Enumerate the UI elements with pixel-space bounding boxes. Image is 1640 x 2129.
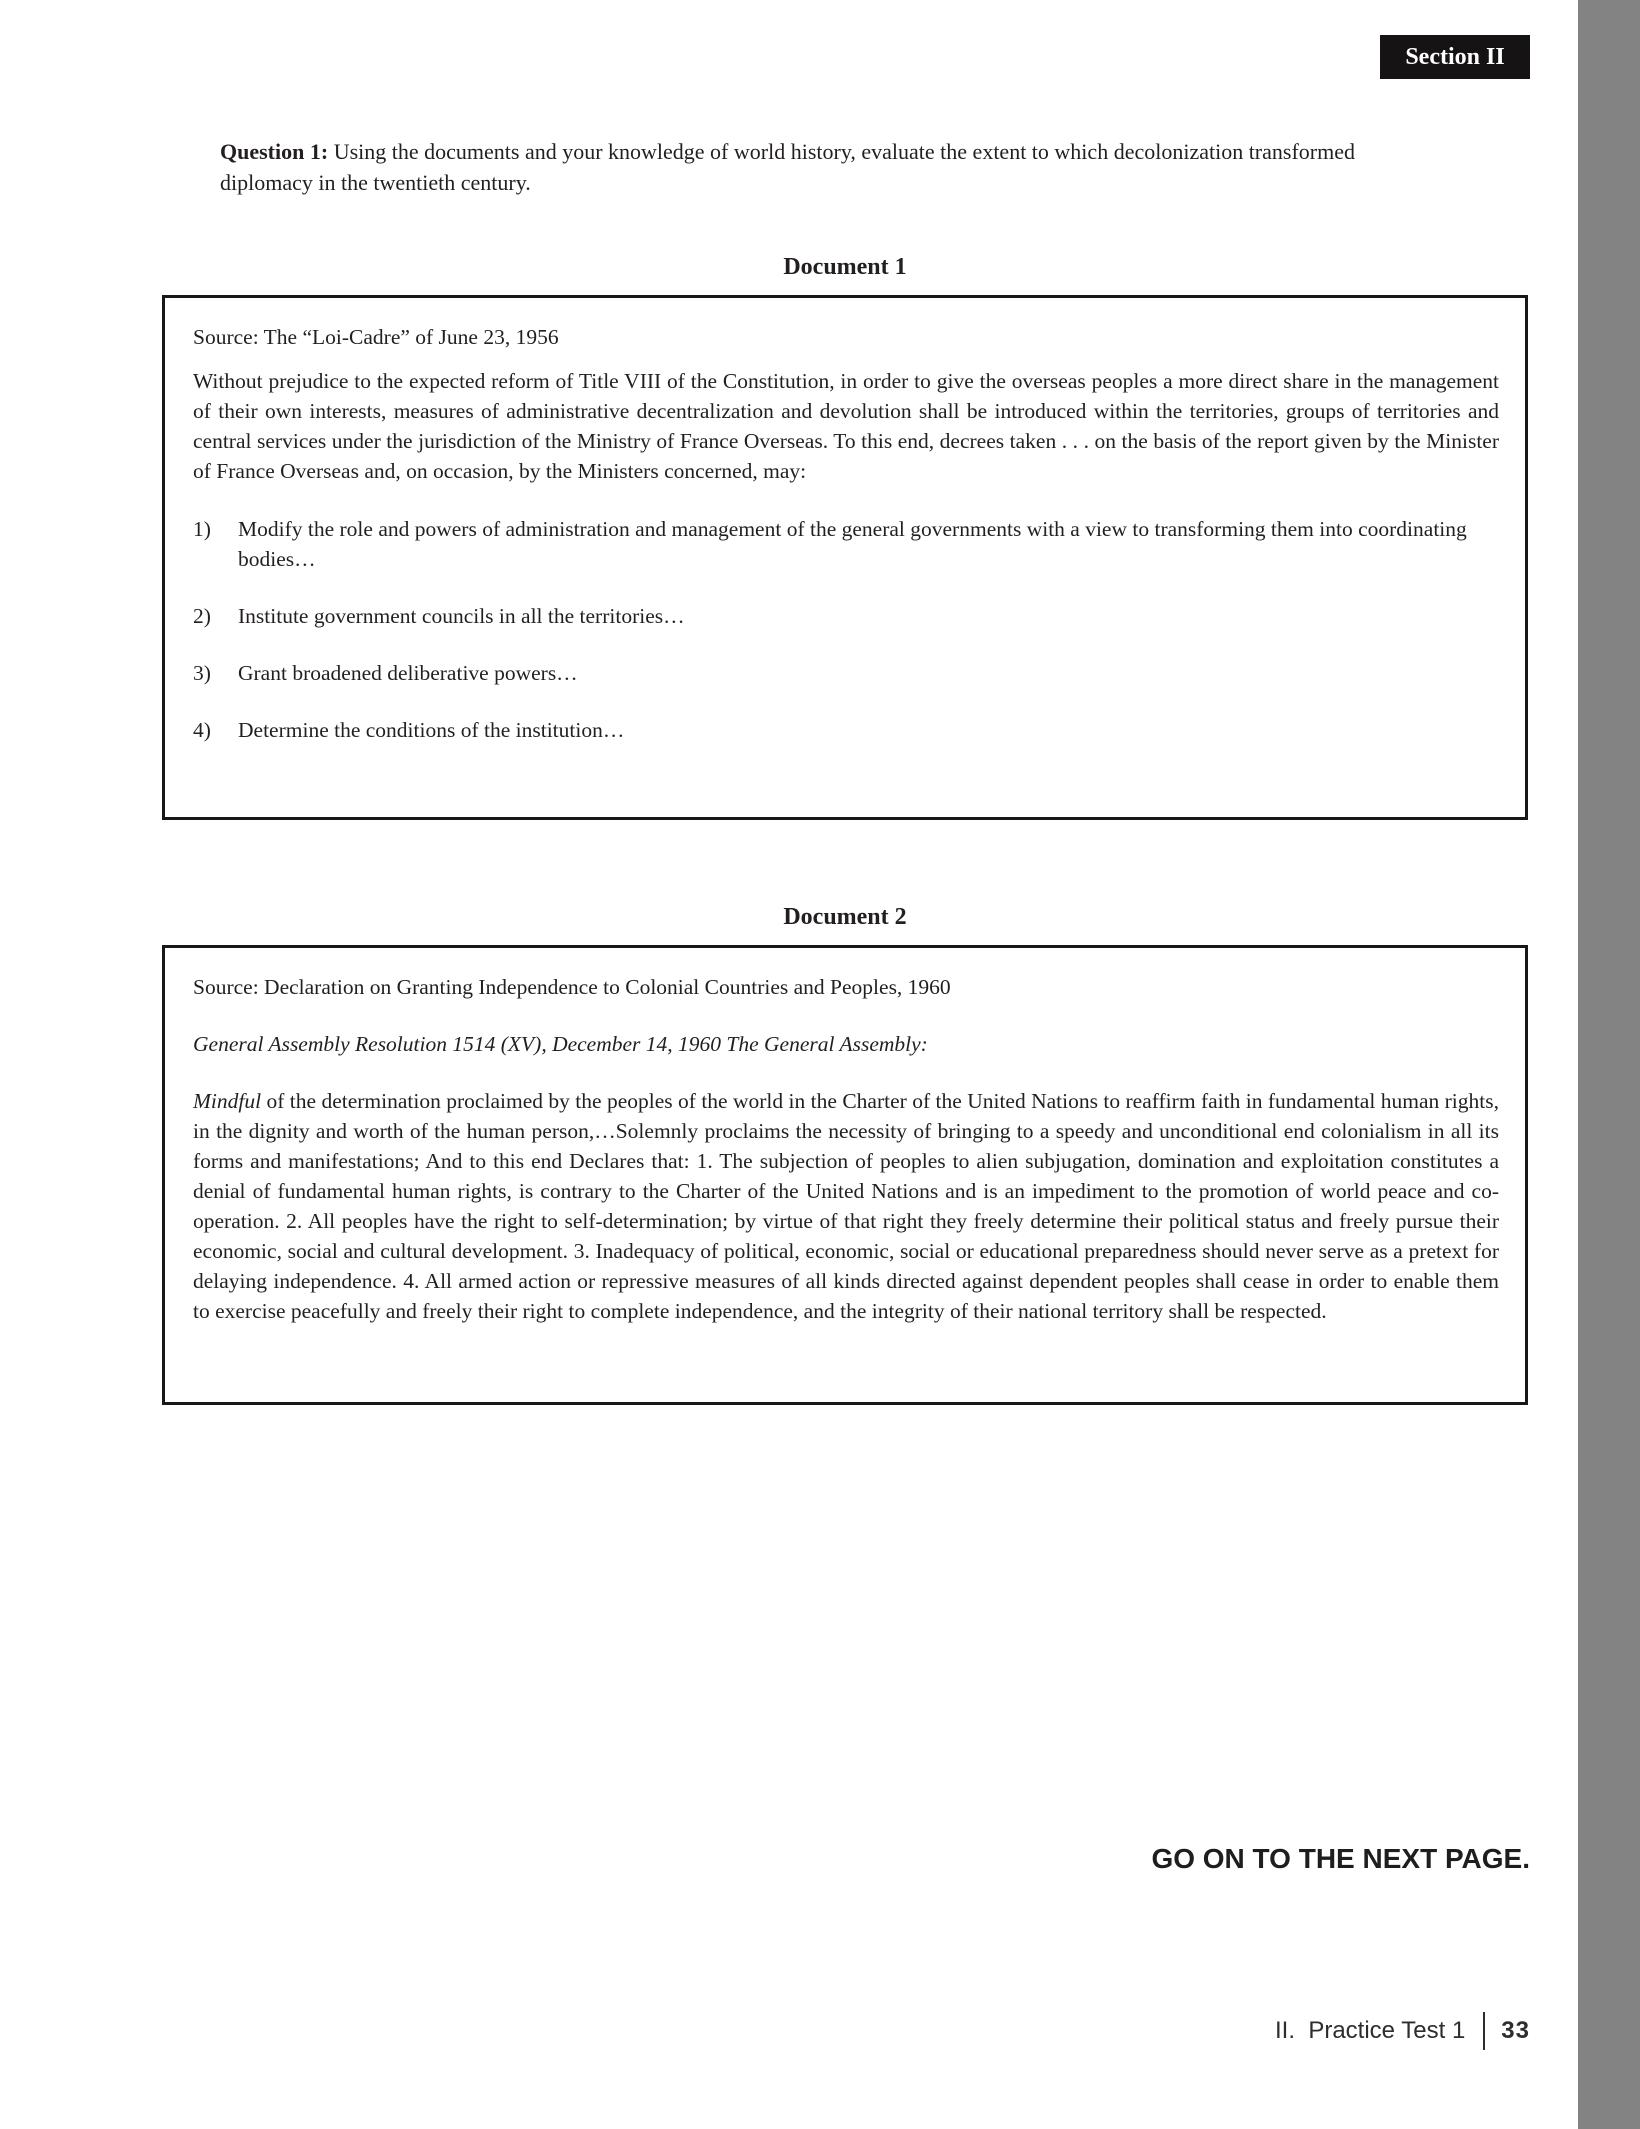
document-2-body-text: of the determination proclaimed by the peoples of the world in the Charter of the United Nations to reaffirm faith in fundamental human rights, in the dignity and worth of the human person,…Solemnly proclaims the necessity of bringing to a speedy and unconditional end colonialism in all its forms and manifestations; And to this end Declares that: 1. The subjection of peoples to alien subjugation, domination and exploitation constitutes a denial of fundamental human rights, is contrary to the Charter of the United Nations and is an impediment to the promotion of world peace and co-operation. 2. All peoples have the right to self-determination; by virtue of that right they freely determine their political status and freely pursue their economic, social and cultural development. 3. Inadequacy of political, economic, social or educational preparedness should never serve as a pretext for delaying independence. 4. All armed action or repressive measures of all kinds directed against dependent peoples shall cease in order to enable them to exercise peacefully and freely their right to complete independence, and the integrity of their national territory shall be respected. bbox=[193, 1089, 1499, 1323]
list-item-text: Grant broadened deliberative powers… bbox=[238, 661, 578, 685]
list-item-number: 2) bbox=[193, 604, 211, 628]
list-item-number: 4) bbox=[193, 718, 211, 742]
document-1-body: Without prejudice to the expected reform of Title VIII of the Constitution, in order to give the overseas peoples a more direct share in the management of their own interests, measures of administrative decentralization and devolution shall be introduced within the territories, groups of territories and central services under the jurisdiction of the Ministry of France Overseas. To this end, decrees taken . . . on the basis of the report given by the Minister of France Overseas and, on occasion, by the Ministers concerned, may: bbox=[193, 369, 1499, 483]
document-2-resolution-line: General Assembly Resolution 1514 (XV), December 14, 1960 The General Assembly: bbox=[193, 1032, 928, 1056]
list-item bbox=[193, 601, 1499, 631]
go-on-instruction: GO ON TO THE NEXT PAGE. bbox=[1151, 1843, 1530, 1874]
list-item bbox=[193, 514, 1499, 574]
list-item bbox=[193, 658, 1499, 688]
list-item-number: 1) bbox=[193, 517, 211, 541]
footer-divider bbox=[1483, 2012, 1485, 2050]
document-1-heading: Document 1 bbox=[783, 254, 907, 280]
document-2-body bbox=[193, 1086, 1499, 1326]
document-1-box bbox=[162, 295, 1528, 820]
section-badge bbox=[1380, 35, 1530, 79]
question-text bbox=[220, 136, 1432, 198]
page-number: 33 bbox=[1501, 2017, 1530, 2044]
footer-section-label: II. Practice Test 1 bbox=[1274, 2017, 1466, 2044]
question-label: Question 1: bbox=[220, 139, 329, 164]
list-item-text: Modify the role and powers of administration and management of the general governments with a view to transforming them into coordinating bodies… bbox=[238, 517, 1467, 571]
document-1-source: Source: The “Loi-Cadre” of June 23, 1956 bbox=[193, 325, 559, 349]
list-item-text: Determine the conditions of the institution… bbox=[238, 718, 625, 742]
document-2-box bbox=[162, 945, 1528, 1405]
list-item-number: 3) bbox=[193, 661, 211, 685]
document-2-source: Source: Declaration on Granting Independence to Colonial Countries and Peoples, 1960 bbox=[193, 975, 951, 999]
section-badge-label: Section II bbox=[1405, 43, 1505, 70]
document-1-list bbox=[193, 514, 1499, 745]
page-footer bbox=[1275, 2012, 1530, 2050]
document-2-heading: Document 2 bbox=[783, 904, 907, 930]
question-body: Using the documents and your knowledge of world history, evaluate the extent to which decolonization transformed diplomacy in the twentieth century. bbox=[220, 139, 1355, 195]
page-edge-bar bbox=[1578, 0, 1640, 2129]
document-2-lead-word: Mindful bbox=[193, 1089, 262, 1113]
list-item-text: Institute government councils in all the territories… bbox=[238, 604, 685, 628]
list-item bbox=[193, 715, 1499, 745]
